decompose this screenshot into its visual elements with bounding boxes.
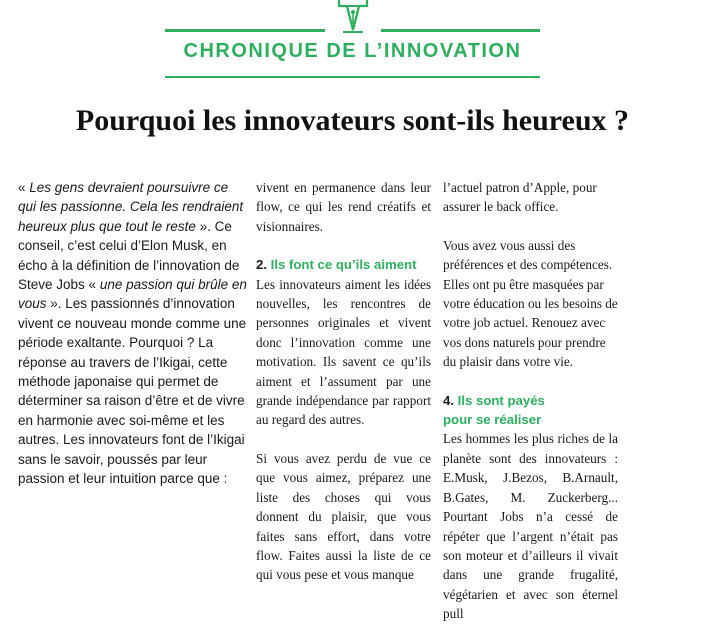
col3-paragraph-1: Vous avez vous aussi des préférences et des compétences. Elles ont pu être masquées par votre éducation ou les besoins de votre job actuel. Renouez avec vos dons naturels pour prendre du plaisir dans votre vie. xyxy=(443,237,618,370)
jobs-quote: une passion qui brûle en vous xyxy=(18,277,247,312)
col3-lead: l’actuel patron d’Apple, pour assurer le back office. xyxy=(443,180,597,215)
section-kicker: CHRONIQUE DE L’INNOVATION xyxy=(183,40,522,62)
section-heading-4: 4. Ils sont payés pour se réaliser xyxy=(443,392,545,428)
article-column-3 xyxy=(443,178,618,624)
col2-paragraph-1: Les innovateurs aiment les idées nouvelles, les rencontres de personnes originales et vivent donc l’innovation comme une motivation. Ils savent ce qu’ils aiment et l’assument par une grande indépendance par rapport au regard des autres. xyxy=(256,276,431,428)
col2-lead: vivent en permanence dans leur flow, ce qui les rend créatifs et visionnaires. xyxy=(256,180,431,234)
intro-text: ». Les passionnés d’innovation vivent ce nouveau monde comme une période exaltante. Pourquoi ? La réponse au travers de l’Ikigai, cette méthode japonaise qui permet de déterminer sa raison d’être et de vivre en harmonie avec soi-même et les autres. Les innovateurs font de l’Ikigai sans le savoir, poussés par leur passion et leur intuition parce que : xyxy=(18,296,247,487)
article-column-1 xyxy=(18,178,248,489)
kicker-underline xyxy=(165,76,540,78)
col3-paragraph-2: Les hommes les plus riches de la planète sont des innovateurs : E.Musk, J.Bezos, B.Arnault, B.Gates, M. Zuckerberg... Pourtant Jobs n’a cessé de répéter que l’argent n’était pas son moteur et d’ailleurs il vivait dans une grande frugalité, végétarien et avec son éternel pull xyxy=(443,431,618,622)
musk-quote: Les gens devraient poursuivre ce qui les passionne. Cela les rendraient heureux plus que tout le reste xyxy=(18,180,244,234)
section-heading-2: 2. Ils font ce qu’ils aiment xyxy=(256,257,417,273)
article-column-2 xyxy=(256,178,431,585)
page-title: Pourquoi les innovateurs sont-ils heureux ? xyxy=(75,104,630,137)
header-rule-right xyxy=(381,29,540,32)
quote-open: « xyxy=(18,180,30,195)
quote-close: ». Ce conseil, c’est celui d’Elon Musk, en écho à la définition de l’innovation de Steve Jobs « xyxy=(18,218,240,293)
header-rule-left xyxy=(165,29,325,32)
fountain-pen-nib-icon xyxy=(335,0,371,34)
col2-paragraph-2: Si vous avez perdu de vue ce que vous aimez, préparez une liste des choses qui vous donnent du plaisir, que vous faites sans effort, dans votre flow. Faites aussi la liste de ce qui vous pese et vous manque xyxy=(256,450,431,583)
